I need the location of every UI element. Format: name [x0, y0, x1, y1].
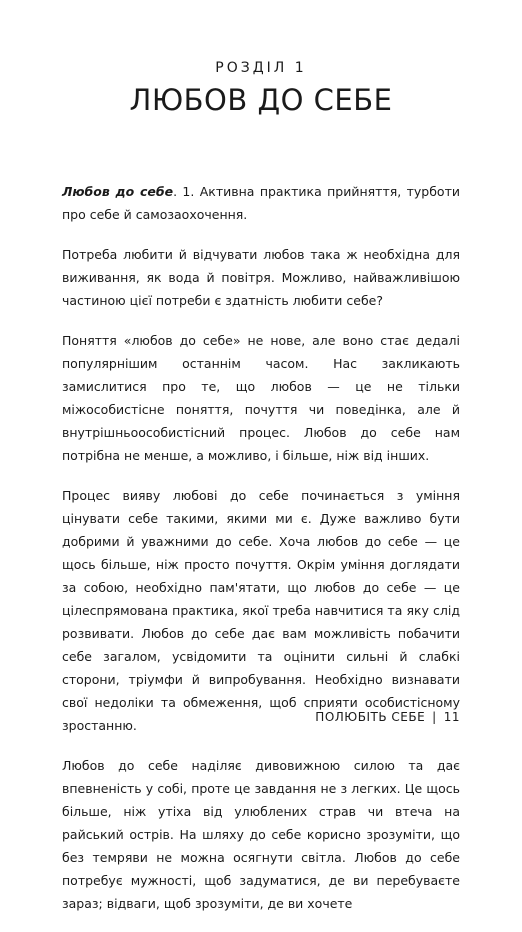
chapter-title: ЛЮБОВ ДО СЕБЕ [129, 83, 393, 117]
definition-term: Любов до себе [62, 184, 174, 199]
footer-separator: | [432, 710, 437, 724]
running-title: ПОЛЮБІТЬ СЕБЕ [315, 710, 426, 724]
definition-text: . 1. Активна практика прийняття, турботи про себе й самозаохочення. [62, 184, 460, 222]
page-footer [315, 710, 460, 724]
paragraph: Потреба любити й відчувати любов така ж необхідна для виживання, як вода й повітря. Можливо, найважливішою частиною цієї потреби є здатність любити себе? [62, 247, 460, 308]
paragraph: Любов до себе наділяє дивовижною силою та дає впевненість у собі, проте це завдання не з легких. Це щось більше, ніж утіха від улюблених страв чи втеча на райський острів. На шляху до себе корисно зрозуміти, що без темряви не можна осягнути світла. Любов до себе потребує мужності, щоб задуматися, де ви перебуваєте зараз; відваги, щоб зрозуміти, де ви хочете [62, 758, 460, 911]
paragraph-definition [62, 180, 460, 226]
paragraph: Поняття «любов до себе» не нове, але воно стає дедалі популярнішим останнім часом. Нас закликають замислитися про те, що любов — це не тільки міжособистісне поняття, почуття чи поведінка, але й внутрішньоособистісний процес. Любов до себе нам потрібна не менше, а можливо, і більше, ніж від інших. [62, 333, 460, 463]
page-number: 11 [443, 710, 460, 724]
body-text [62, 180, 460, 932]
paragraph: Процес вияву любові до себе починається з уміння цінувати себе такими, якими ми є. Дуже важливо бути добрими й уважними до себе. Хоча любов до себе — це щось більше, ніж просто почуття. Окрім уміння доглядати за собою, необхідно пам'ятати, що любов до себе — це цілеспрямована практика, якої треба навчитися та яку слід розвивати. Любов до себе дає вам можливість побачити себе загалом, усвідомити та оцінити сильні й слабкі сторони, тріумфи й випробування. Необхідно визнавати свої недоліки та обмеження, щоб сприяти особистісному зростанню. [62, 488, 460, 733]
chapter-label: РОЗДІЛ 1 [215, 60, 307, 76]
